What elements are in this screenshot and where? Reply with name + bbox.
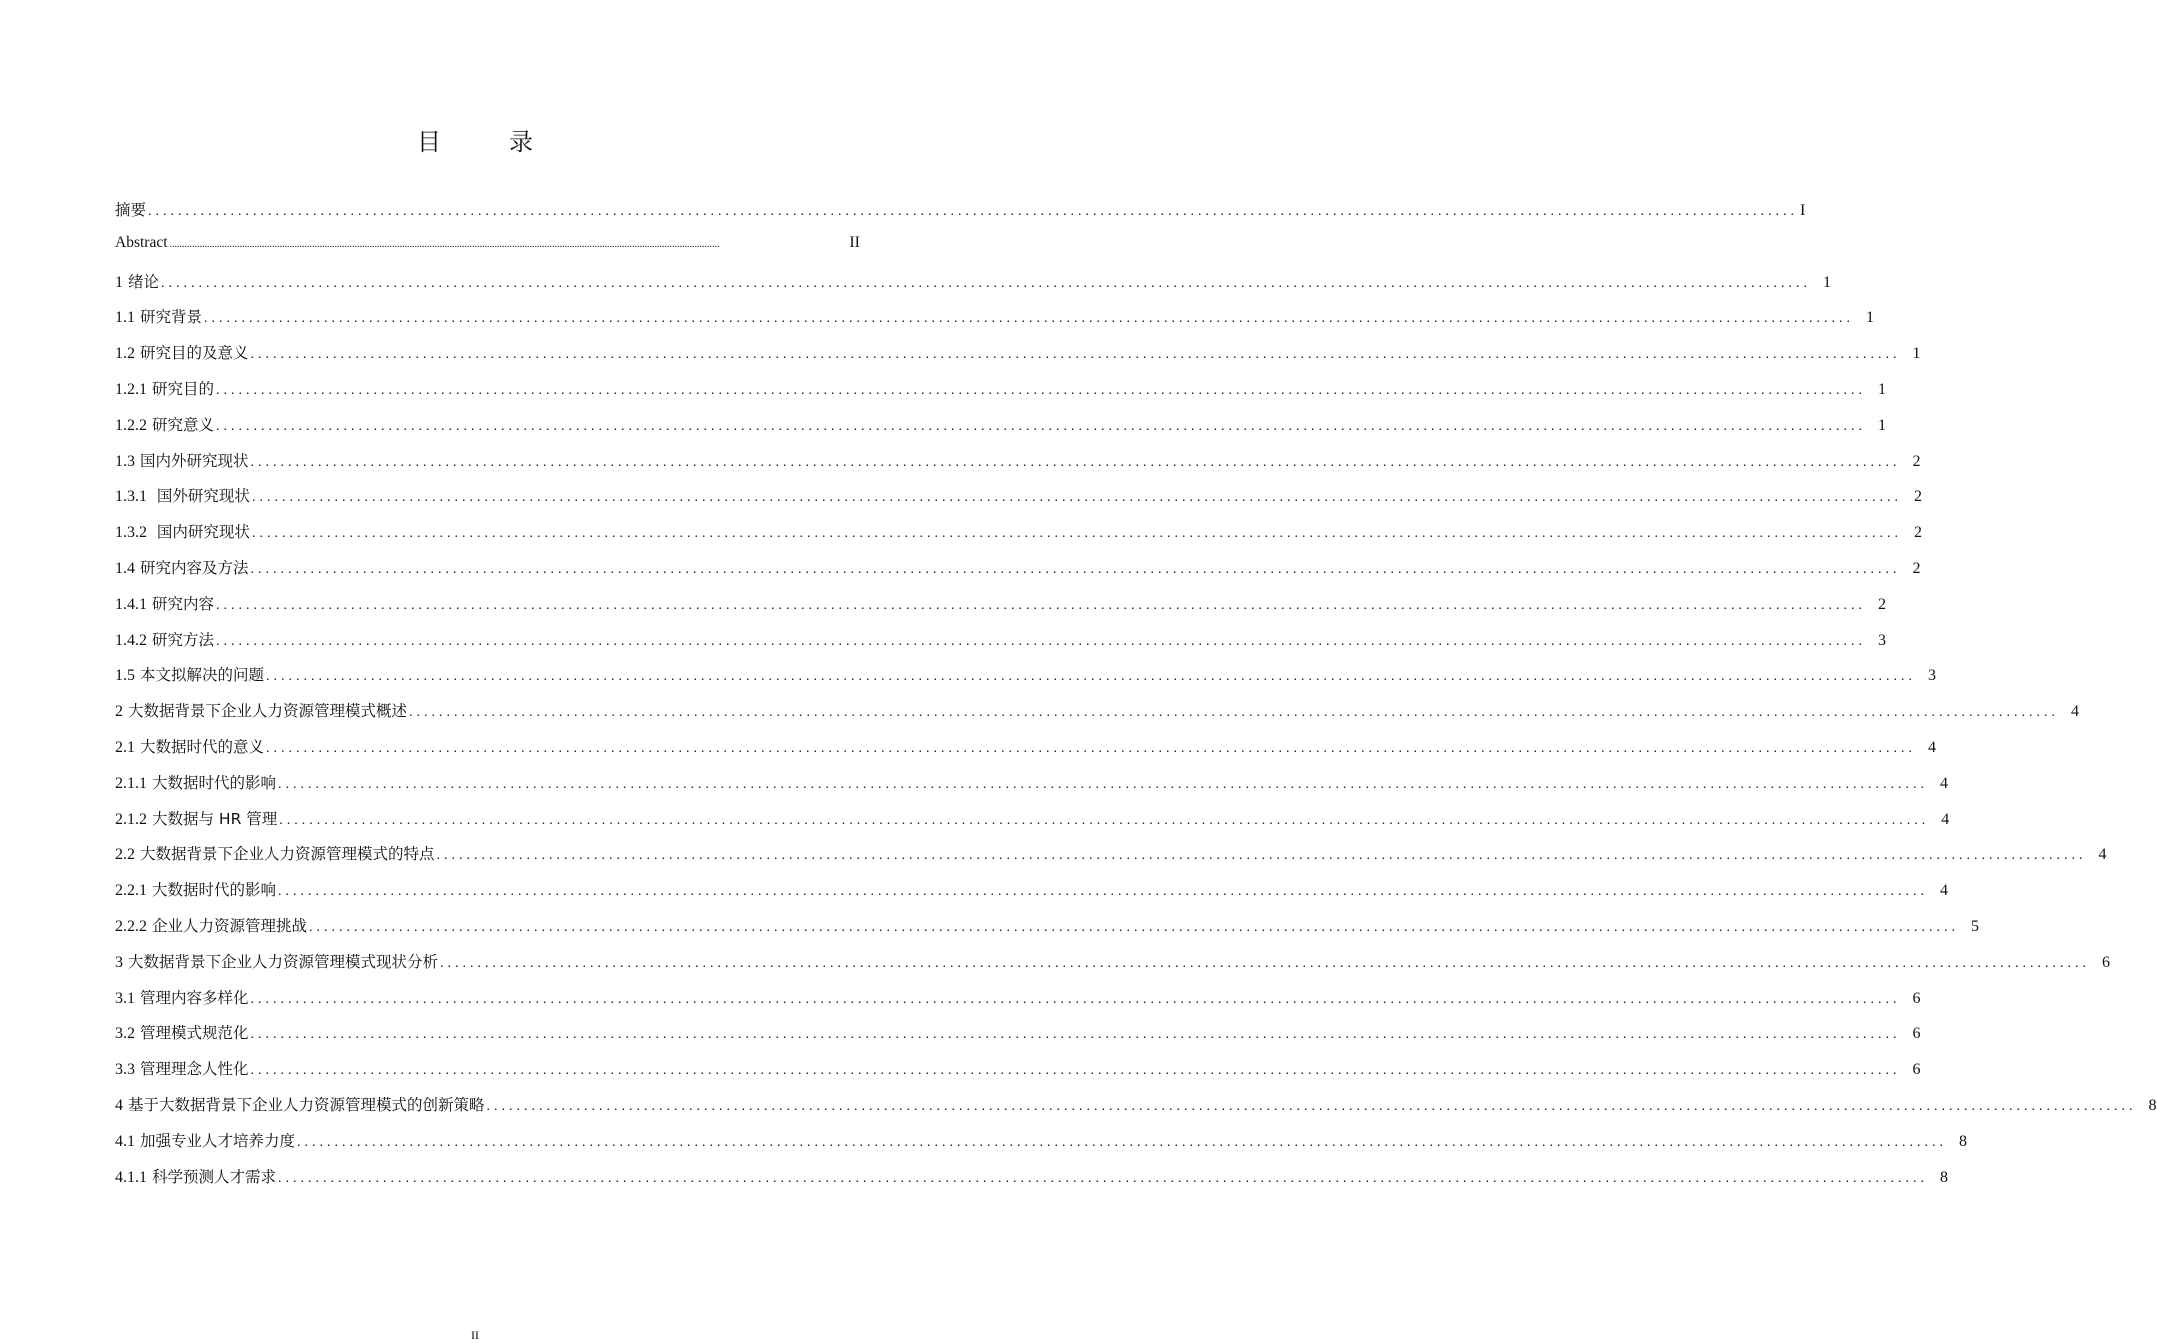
toc-entry-label	[115, 270, 159, 292]
toc-dot-leader: ............................................................................................................................................................................................................................	[251, 526, 1902, 542]
toc-entry-number: 3.1	[115, 989, 135, 1007]
toc-entry-label	[115, 1021, 249, 1043]
toc-entry-number: 1.4.2	[115, 631, 147, 649]
toc-entry-page: 8	[2148, 1096, 2157, 1114]
toc-entry-number: 2.2	[115, 846, 135, 864]
toc-entry[interactable]	[115, 556, 1921, 592]
toc-dot-leader: ............................................................................................................................................................................................................................	[279, 812, 1930, 828]
toc-entry-page: 1	[1823, 273, 1832, 291]
toc-entry[interactable]	[115, 305, 1875, 341]
toc-entry[interactable]	[115, 449, 1921, 485]
toc-entry-label	[115, 198, 146, 220]
toc-entry-label	[115, 484, 250, 506]
toc-entry-title: 研究内容	[152, 594, 215, 613]
toc-entry-label	[115, 914, 307, 936]
toc-entry-number: 2.2.2	[115, 917, 147, 935]
toc-entry-page: 4	[1928, 738, 1937, 756]
toc-dot-leader: ............................................................................................................................................................................................................................	[216, 382, 1867, 398]
toc-entry[interactable]	[115, 842, 2107, 878]
toc-entry-label	[115, 663, 264, 685]
toc-entry-title: 国内外研究现状	[140, 451, 249, 470]
toc-entry[interactable]	[115, 484, 1922, 520]
toc-entry-page: 2	[1878, 595, 1887, 613]
toc-entry[interactable]	[115, 1165, 1949, 1201]
toc-dot-leader: ............................................................................................................................................................................................................................	[297, 1134, 1948, 1150]
toc-entry-number: 4.1	[115, 1132, 135, 1150]
toc-dot-leader: ............................................................................................................................................................................................................................	[278, 1170, 1929, 1186]
toc-entry-label	[115, 234, 168, 252]
toc-entry-number: 4.1.1	[115, 1168, 147, 1186]
toc-entry-page: 1	[1878, 416, 1887, 434]
toc-entry-title: 研究目的	[152, 379, 215, 398]
toc-entry-label	[115, 628, 214, 650]
toc-entry-title: 大数据背景下企业人力资源管理模式概述	[128, 702, 408, 721]
toc-entry-label	[115, 699, 407, 721]
toc-entry-number: 4	[115, 1096, 123, 1114]
toc-entry-title: 研究内容及方法	[140, 558, 249, 577]
toc-dot-leader: ............................................................................................................................................................................................................................	[440, 955, 2091, 971]
toc-entry[interactable]	[115, 950, 2111, 986]
toc-entry[interactable]	[115, 807, 1950, 843]
toc-entry-label	[115, 341, 249, 363]
toc-entry-title: 大数据背景下企业人力资源管理模式现状分析	[128, 952, 439, 971]
toc-dot-leader: ............................................................................................................................................................................................................................	[250, 347, 1901, 363]
toc-dot-leader: ............................................................................................................................................................................................................................	[278, 884, 1929, 900]
toc-entry-title: 基于大数据背景下企业人力资源管理模式的创新策略	[128, 1095, 485, 1114]
toc-entry-label	[115, 520, 250, 542]
toc-entry-page: 1	[1912, 345, 1921, 363]
toc-dot-leader: ............................................................................................................................................................................................................................	[266, 740, 1917, 756]
toc-entry-page: 2	[1913, 488, 1922, 506]
toc-entry-page: 6	[1912, 1025, 1921, 1043]
toc-entry-label	[115, 1129, 295, 1151]
toc-entry-title: Abstract	[115, 233, 168, 251]
toc-entry-number: 1.2.2	[115, 416, 147, 434]
toc-entry[interactable]	[115, 1057, 1921, 1093]
toc-entry[interactable]	[115, 520, 1922, 556]
toc-entry-title: 大数据背景下企业人力资源管理模式的特点	[140, 845, 435, 864]
toc-entry-page: I	[1800, 202, 1806, 219]
toc-entry-label	[115, 592, 214, 614]
toc-dot-leader: ............................................................................................................................................................................................................................	[486, 1098, 2137, 1114]
toc-dot-leader: ............................................................................................................................................................................................................................	[266, 669, 1917, 685]
toc-entry[interactable]	[115, 878, 1949, 914]
toc-entry-title: 研究方法	[152, 630, 215, 649]
toc-entry-title: 科学预测人才需求	[152, 1167, 277, 1186]
toc-entry-number: 1	[115, 273, 123, 291]
toc-entry-page: 2	[1912, 559, 1921, 577]
toc-entry-number: 1.2.1	[115, 380, 147, 398]
toc-entry-title: 管理模式规范化	[140, 1024, 249, 1043]
toc-entry-label	[115, 1093, 485, 1115]
toc-entry-number: 1.1	[115, 309, 135, 327]
toc-entry-label	[115, 735, 264, 757]
toc-entry-title: 研究意义	[152, 415, 215, 434]
toc-dot-leader: ............................................................................................................................................................................................................................	[204, 311, 1855, 327]
toc-entry-page: 8	[1959, 1132, 1968, 1150]
toc-entry[interactable]	[115, 699, 2080, 735]
toc-entry-number: 1.3.2	[115, 524, 147, 542]
toc-dot-leader: ............................................................................................................................................................................................................................	[216, 418, 1867, 434]
toc-entry-label	[115, 413, 214, 435]
toc-dot-leader: ............................................................................................................................................................................................................................	[216, 597, 1867, 613]
toc-dot-leader: ............................................................................................................................................................................................................................	[278, 776, 1929, 792]
toc-dot-leader: ............................................................................................................................................................................................................................	[251, 490, 1902, 506]
toc-entry-title: 管理内容多样化	[140, 988, 249, 1007]
toc-entry-number: 1.4.1	[115, 595, 147, 613]
toc-entry-page: 1	[1878, 380, 1887, 398]
toc-entry-page: 4	[2071, 703, 2080, 721]
toc-entry-page: 4	[1940, 882, 1949, 900]
toc-entry[interactable]	[115, 1129, 1968, 1165]
toc-entry-title: 本文拟解决的问题	[140, 666, 265, 685]
toc-entry[interactable]	[115, 1021, 1921, 1057]
toc-entry-label	[115, 771, 276, 793]
toc-entry-page: 3	[1878, 631, 1887, 649]
toc-entry-number: 1.5	[115, 667, 135, 685]
toc-entry-title: 国内研究现状	[152, 523, 250, 542]
toc-entry-label	[115, 807, 277, 829]
toc-entry-number: 3.3	[115, 1061, 135, 1079]
toc-entry-title: 大数据时代的影响	[152, 881, 277, 900]
toc-entry-title: 大数据时代的意义	[140, 737, 265, 756]
toc-entry-label	[115, 449, 249, 471]
toc-entry-page: 4	[1940, 774, 1949, 792]
page-title: 目 录	[417, 128, 555, 156]
toc-dot-leader: ............................................................................................................................................................................................................................	[309, 919, 1960, 935]
toc-dot-leader: ............................................................................................................................................................................................................................	[161, 275, 1812, 291]
toc-entry-number: 2.1	[115, 738, 135, 756]
toc-entry-label	[115, 377, 214, 399]
toc-entry-number: 2.1.1	[115, 774, 147, 792]
toc-dot-leader: ............................................................................................................................................................................................................................	[250, 454, 1901, 470]
toc-entry-title: 国外研究现状	[152, 487, 250, 506]
toc-entry-title: 大数据时代的影响	[152, 773, 277, 792]
toc-entry-page: 5	[1971, 917, 1980, 935]
toc-entry[interactable]	[115, 377, 1887, 413]
toc-entry[interactable]	[115, 771, 1949, 807]
toc-entry[interactable]	[115, 986, 1921, 1022]
toc-entry-label	[115, 305, 202, 327]
toc-dot-leader: ............................................................................................................................................................................................................................	[409, 705, 2060, 721]
toc-entry-title: 摘要	[115, 201, 147, 219]
toc-entry[interactable]	[115, 592, 1887, 628]
toc-entry-number: 1.3.1	[115, 488, 147, 506]
toc-entry-page: 4	[2098, 846, 2107, 864]
toc-entry-page: 6	[1912, 989, 1921, 1007]
toc-entry-label	[115, 556, 249, 578]
page-number: II	[471, 1328, 479, 1342]
toc-entry-page: 2	[1912, 452, 1921, 470]
toc-entry-label	[115, 842, 435, 864]
toc-entry-label	[115, 878, 276, 900]
toc-entry-page: II	[849, 233, 860, 251]
toc-entry[interactable]	[115, 1093, 2157, 1129]
toc-entry-page: 1	[1866, 309, 1875, 327]
toc-dot-leader: ............................................................................................................................................................................................................................	[250, 1063, 1901, 1079]
toc-entry-number: 3	[115, 953, 123, 971]
toc-entry-label	[115, 1165, 276, 1187]
toc-entry[interactable]	[115, 413, 1887, 449]
toc-entry[interactable]	[115, 663, 1937, 699]
toc-dot-leader: ............................................................................................................................................................................................................................	[250, 1027, 1901, 1043]
toc-dot-leader: ............................................................................................................................................................................................................................	[148, 204, 1799, 219]
toc-dot-leader: ............................................................................................................................................................................................................................	[216, 633, 1867, 649]
toc-entry[interactable]	[115, 914, 1980, 950]
toc-dot-leader: ............................................................................................................................................................................................................................	[250, 561, 1901, 577]
toc-entry-label	[115, 950, 438, 972]
toc-entry-number: 3.2	[115, 1025, 135, 1043]
table-of-contents	[115, 198, 2157, 1200]
toc-entry-number: 1.4	[115, 559, 135, 577]
toc-entry-title: 企业人力资源管理挑战	[152, 916, 308, 935]
toc-entry[interactable]	[115, 735, 1937, 771]
toc-entry[interactable]	[115, 198, 1806, 234]
toc-dot-leader: ............................................................................................................................................................................................................................	[169, 238, 720, 250]
toc-entry-number: 1.3	[115, 452, 135, 470]
toc-entry-page: 6	[1912, 1061, 1921, 1079]
toc-entry-title: 大数据与 HR 管理	[152, 809, 278, 828]
toc-entry-page: 3	[1928, 667, 1937, 685]
toc-entry-number: 2.2.1	[115, 882, 147, 900]
toc-dot-leader: ............................................................................................................................................................................................................................	[436, 848, 2087, 864]
toc-entry-label	[115, 986, 249, 1008]
toc-entry-page: 2	[1913, 524, 1922, 542]
toc-entry-label	[115, 1057, 249, 1079]
toc-entry-title: 加强专业人才培养力度	[140, 1131, 296, 1150]
toc-entry-title: 绪论	[128, 272, 160, 291]
toc-entry-title: 研究目的及意义	[140, 344, 249, 363]
toc-dot-leader: ............................................................................................................................................................................................................................	[250, 991, 1901, 1007]
toc-entry[interactable]	[115, 628, 1887, 664]
toc-entry[interactable]	[115, 341, 1921, 377]
toc-entry-title: 管理理念人性化	[140, 1060, 249, 1079]
toc-entry[interactable]	[115, 234, 860, 270]
toc-entry-number: 2.1.2	[115, 810, 147, 828]
toc-entry-page: 8	[1940, 1168, 1949, 1186]
toc-entry-page: 6	[2102, 953, 2111, 971]
toc-entry[interactable]	[115, 270, 1832, 306]
toc-entry-page: 4	[1941, 810, 1950, 828]
toc-entry-number: 1.2	[115, 345, 135, 363]
toc-entry-number: 2	[115, 703, 123, 721]
toc-entry-title: 研究背景	[140, 308, 203, 327]
